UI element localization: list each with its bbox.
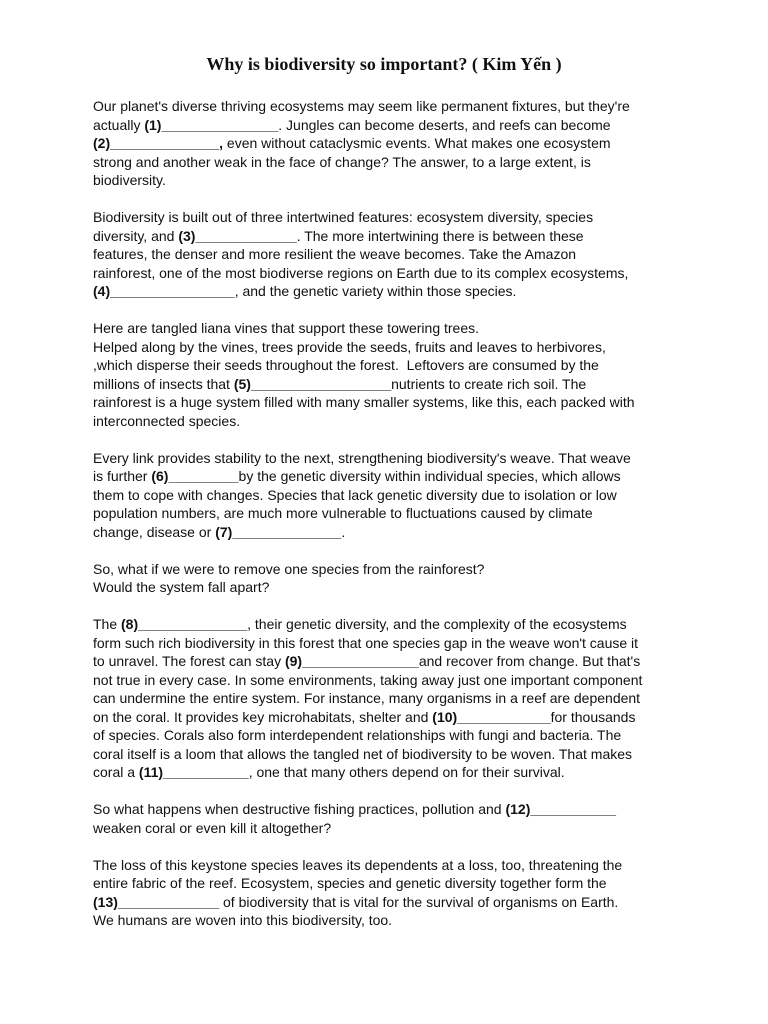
text-line: Every link provides stability to the next, strengthening biodiversity's weave. That weave [93,449,631,466]
text-line: coral itself is a loom that allows the tangled net of biodiversity to be woven. That makes [93,745,633,762]
text-line: ,which disperse their seeds throughout the forest. Leftovers are consumed by the [93,357,599,373]
text-segment: millions of insects that [93,375,234,392]
text-line: Would the system fall apart? [93,579,270,595]
paragraph-7 [93,800,693,837]
text-line: them to cope with changes. Species that lack genetic diversity due to isolation or low [93,486,617,503]
answer-blank[interactable]: (7)______________ [215,523,342,540]
text-line [93,134,693,153]
text-segment: , their genetic diversity, and the complexity of the ecosystems [247,616,627,632]
text-line [93,708,693,727]
paragraph-5 [93,560,693,597]
text-line [93,652,693,671]
text-line [93,893,693,912]
text-line [93,763,693,782]
text-line [93,227,693,246]
text-segment: change, disease or [93,523,216,540]
text-segment: . [341,523,346,540]
answer-blank[interactable]: (11)___________ [138,764,249,780]
text-line: form such rich biodiversity in this forest that one species gap in the weave won't cause it [93,634,639,651]
text-segment: for thousands [550,708,636,725]
text-line: Our planet's diverse thriving ecosystems may seem like permanent fixtures, but they're [93,98,630,114]
answer-blank[interactable]: (10)____________ [432,708,551,725]
text-line: We humans are woven into this biodiversity, too. [93,912,393,928]
text-line: features, the denser and more resilient the weave becomes. Take the Amazon [93,246,577,262]
text-line: strong and another weak in the face of change? The answer, to a large extent, is [93,153,591,170]
text-segment: . Jungles can become deserts, and reefs can become [278,116,611,133]
text-segment: diversity, and [93,227,179,244]
text-segment: actually [93,116,145,133]
document-body [93,97,693,948]
text-line: population numbers, are much more vulnerable to fluctuations caused by climate [93,505,593,521]
answer-blank[interactable]: (9)_______________ [284,653,419,669]
paragraph-4 [93,449,693,542]
answer-blank[interactable]: (13)_____________ [93,893,220,910]
text-segment: even without cataclysmic events. What makes one ecosystem [223,135,611,151]
text-segment: to unravel. The forest can stay [93,653,285,669]
answer-blank[interactable]: (5)__________________ [233,375,392,392]
text-line [93,800,693,819]
answer-blank[interactable]: (3)_____________ [178,227,297,244]
text-segment: coral a [93,764,139,780]
text-line: weaken coral or even kill it altogether? [93,819,332,836]
text-segment: is further [93,468,152,484]
text-segment: , and the genetic variety within those species. [234,283,517,299]
paragraph-8 [93,856,693,930]
text-line: entire fabric of the reef. Ecosystem, species and genetic diversity together form the [93,875,607,891]
text-segment: The [93,616,122,632]
answer-blank[interactable]: (4)________________ [93,283,235,299]
text-line [93,375,693,394]
text-segment: nutrients to create rich soil. The [391,375,587,392]
text-line: rainforest is a huge system filled with many smaller systems, like this, each packed with [93,394,635,410]
answer-blank[interactable]: (8)______________ [121,616,248,632]
text-segment: . The more intertwining there is between these [296,227,584,244]
text-line [93,615,693,634]
text-line: Biodiversity is built out of three intertwined features: ecosystem diversity, species [93,209,594,225]
text-line: interconnected species. [93,412,241,429]
text-line [93,282,693,301]
paragraph-6 [93,615,693,782]
document-title: Why is biodiversity so important? ( Kim Yến ) [206,54,562,74]
text-segment: and recover from change. But that's [418,653,641,669]
text-line [93,116,693,135]
answer-blank[interactable]: (1)_______________ [144,116,279,133]
text-line: Helped along by the vines, trees provide the seeds, fruits and leaves to herbivores, [93,338,606,355]
answer-blank[interactable]: (2)______________, [93,135,224,151]
text-line [93,467,693,486]
text-line: rainforest, one of the most biodiverse regions on Earth due to its complex ecosystems, [93,264,629,281]
paragraph-1 [93,97,693,190]
text-segment: So what happens when destructive fishing practices, pollution and [93,801,506,817]
text-segment: on the coral. It provides key microhabitats, shelter and [93,708,433,725]
text-line: So, what if we were to remove one species from the rainforest? [93,560,485,577]
paragraph-2 [93,208,693,301]
answer-blank[interactable]: (12)___________ [505,801,617,817]
text-segment: of biodiversity that is vital for the survival of organisms on Earth. [219,893,619,910]
paragraph-3 [93,319,693,430]
answer-blank[interactable]: (6)_________ [151,468,239,484]
text-line: can undermine the entire system. For instance, many organisms in a reef are dependent [93,690,641,706]
text-line: Here are tangled liana vines that support these towering trees. [93,320,480,336]
text-line: The loss of this keystone species leaves its dependents at a loss, too, threatening the [93,856,623,873]
text-segment: , one that many others depend on for their survival. [248,764,565,780]
text-segment: by the genetic diversity within individual species, which allows [238,468,621,484]
text-line [93,523,693,542]
text-line: not true in every case. In some environments, taking away just one important component [93,671,643,688]
text-line: biodiversity. [93,172,166,188]
text-line: of species. Corals also form interdependent relationships with fungi and bacteria. The [93,727,622,743]
